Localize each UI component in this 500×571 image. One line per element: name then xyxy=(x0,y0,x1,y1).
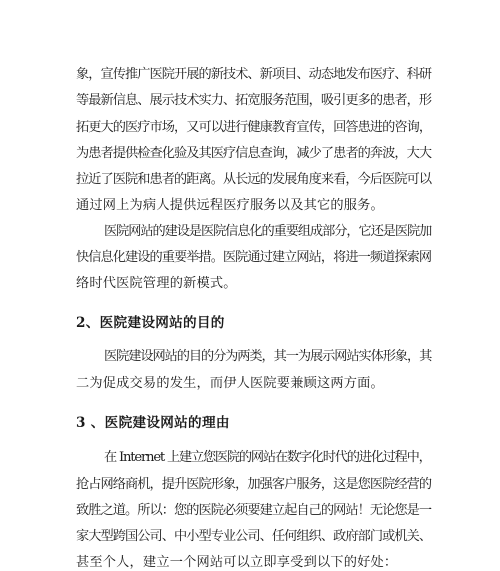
paragraph-line: 络时代医院管理的新模式。 xyxy=(76,276,237,291)
paragraph-line: 致胜之道。所以：您的医院必须要建立起自己的网站！无论您是一 xyxy=(76,503,432,518)
paragraph-line: 通过网上为病人提供远程医疗服务以及其它的服务。 xyxy=(76,198,384,213)
paragraph-line: 象，宣传推广医院开展的新技术、新项目、动态地发布医疗、科研 xyxy=(76,67,432,82)
paragraph-line: 在 Internet 上建立您医院的网站在数字化时代的进化过程中， xyxy=(104,450,431,465)
paragraph-line: 为患者提供检查化验及其医疗信息查询，减少了患者的奔波，大大 xyxy=(76,146,432,161)
paragraph-line: 二为促成交易的发生，而伊人医院要兼顾这两方面。 xyxy=(76,376,384,391)
paragraph-line: 等最新信息、展示技术实力、拓宽服务范围，吸引更多的患者，形 xyxy=(76,93,432,108)
paragraph-line: 拓更大的医疗市场，又可以进行健康教育宣传，回答患进的咨询， xyxy=(76,120,432,135)
paragraph-line: 医院网站的建设是医院信息化的重要组成部分，它还是医院加 xyxy=(104,224,432,239)
paragraph-line: 抢占网络商机，提升医院形象，加强客户服务，这是您医院经营的 xyxy=(76,477,432,492)
paragraph-line: 家大型跨国公司、中小型专业公司、任何组织、政府部门或机关、 xyxy=(76,529,432,544)
paragraph-line: 医院建设网站的目的分为两类，其一为展示网站实体形象，其 xyxy=(104,349,432,364)
paragraph-line: 快信息化建设的重要举措。医院通过建立网站，将进一频道探索网 xyxy=(76,250,432,265)
section-heading: 2、医院建设网站的目的 xyxy=(76,315,225,331)
paragraph-line: 拉近了医院和患者的距离。从长远的发展角度来看，今后医院可以 xyxy=(76,172,432,187)
paragraph-line: 甚至个人，建立一个网站可以立即享受到以下的好处： xyxy=(76,555,398,570)
section-heading: 3 、医院建设网站的理由 xyxy=(76,415,230,431)
